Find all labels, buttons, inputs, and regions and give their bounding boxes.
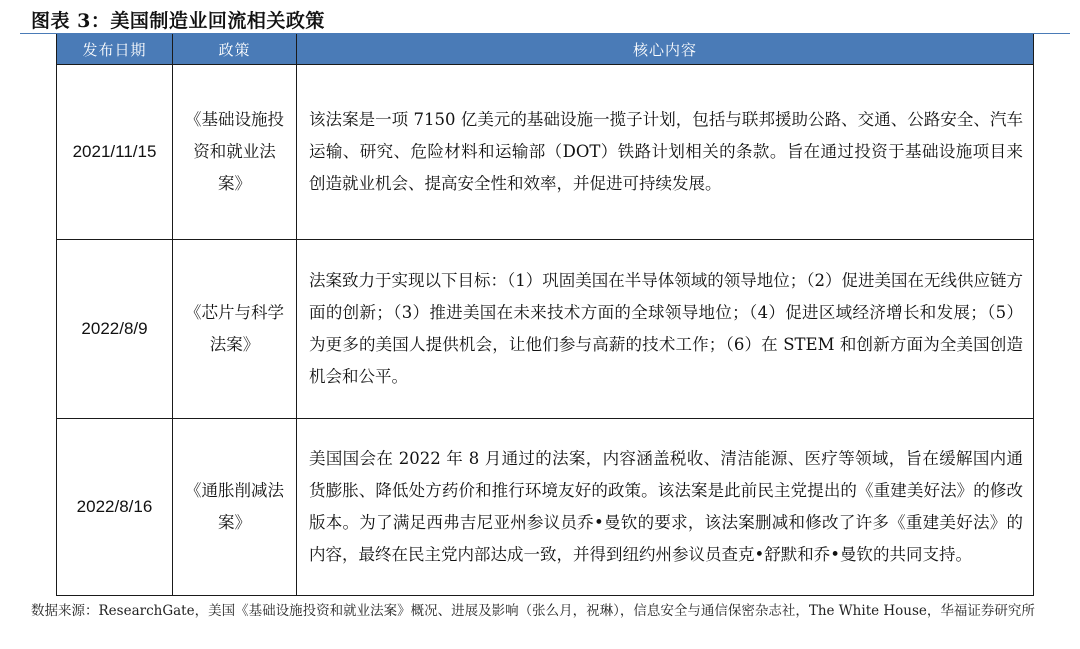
figure-title: 图表 3：美国制造业回流相关政策	[31, 10, 325, 32]
policy-table	[56, 34, 1034, 596]
data-source-note: 数据来源：ResearchGate，美国《基础设施投资和就业法案》概况、进展及影响（张么月，祝琳），信息安全与通信保密杂志社，The White House，华福证券研究所	[31, 603, 1035, 619]
table-row	[57, 65, 1034, 240]
table-header-row	[57, 34, 1034, 65]
policy-name-cell: 《基础设施投资和就业法案》	[173, 65, 297, 240]
release-date-cell: 2022/8/16	[57, 419, 173, 596]
release-date-cell: 2021/11/15	[57, 65, 173, 240]
header-release-date: 发布日期	[57, 34, 173, 65]
policy-name-cell: 《通胀削减法案》	[173, 419, 297, 596]
header-core-content: 核心内容	[297, 34, 1034, 65]
header-policy: 政策	[173, 34, 297, 65]
release-date-cell: 2022/8/9	[57, 240, 173, 419]
policy-name-cell: 《芯片与科学法案》	[173, 240, 297, 419]
core-content-cell: 该法案是一项 7150 亿美元的基础设施一揽子计划，包括与联邦援助公路、交通、公路安全、汽车运输、研究、危险材料和运输部（DOT）铁路计划相关的条款。旨在通过投资于基础设施项目来创造就业机会、提高安全性和效率，并促进可持续发展。	[297, 65, 1034, 240]
table-row	[57, 419, 1034, 596]
core-content-cell: 法案致力于实现以下目标：（1）巩固美国在半导体领域的领导地位；（2）促进美国在无线供应链方面的创新；（3）推进美国在未来技术方面的全球领导地位；（4）促进区域经济增长和发展；（5）为更多的美国人提供机会，让他们参与高薪的技术工作；（6）在 STEM 和创新方面为全美国创造机会和公平。	[297, 240, 1034, 419]
table-row	[57, 240, 1034, 419]
core-content-cell: 美国国会在 2022 年 8 月通过的法案，内容涵盖税收、清洁能源、医疗等领域，旨在缓解国内通货膨胀、降低处方药价和推行环境友好的政策。该法案是此前民主党提出的《重建美好法》的修改版本。为了满足西弗吉尼亚州参议员乔•曼钦的要求，该法案删减和修改了许多《重建美好法》的内容，最终在民主党内部达成一致，并得到纽约州参议员查克•舒默和乔•曼钦的共同支持。	[297, 419, 1034, 596]
